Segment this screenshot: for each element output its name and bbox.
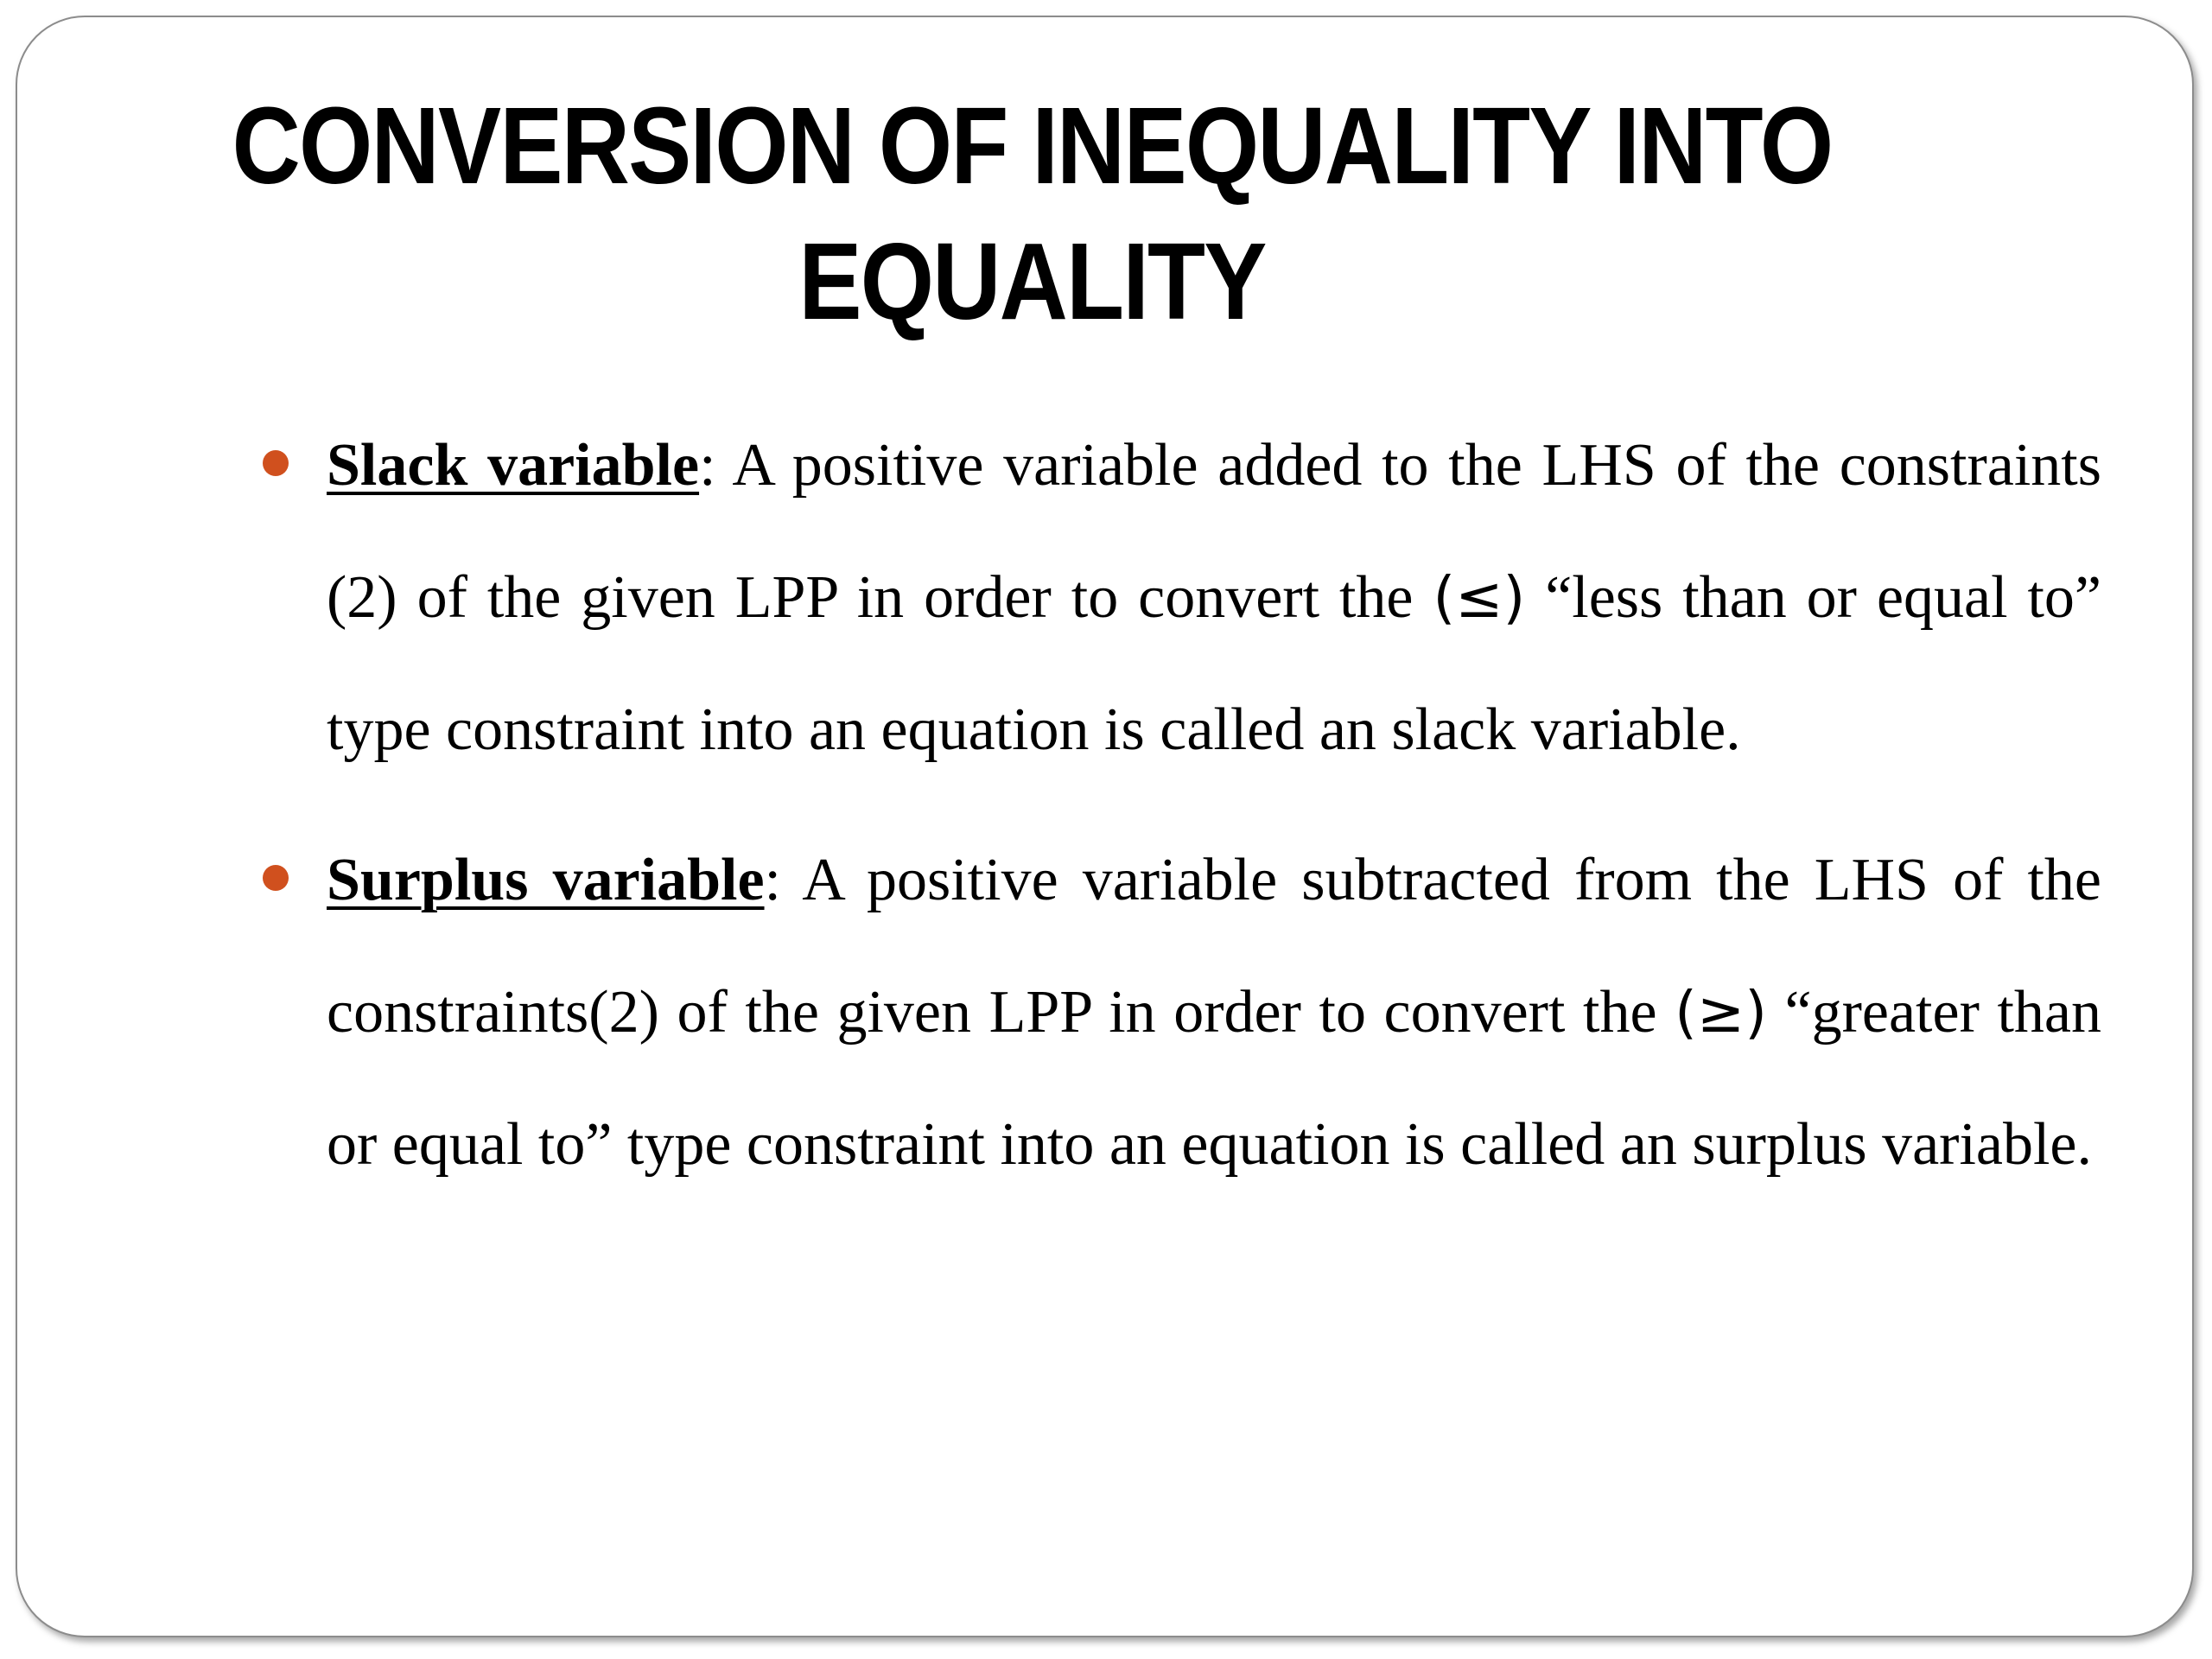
- bullet-item-surplus-variable: [327, 814, 2101, 1211]
- bullet-list: [327, 399, 2101, 1211]
- bullet-dot-icon: [263, 450, 289, 476]
- slide-title: [17, 78, 2047, 349]
- definition-text-part-2: “greater than or equal to” type constraint into an equation is called an surplus variable.: [327, 979, 2101, 1178]
- term-surplus-variable: Surplus variable: [327, 847, 765, 913]
- definition-text-part-1: : A positive variable added to the LHS of the constraints (2) of the given LPP in order to convert the: [327, 432, 2101, 631]
- bullet-dot-icon: [263, 865, 289, 891]
- bullet-item-slack-variable: [327, 399, 2101, 796]
- greater-than-or-equal-symbol: (≥): [1675, 979, 1767, 1046]
- title-line-2: EQUALITY: [798, 220, 1266, 342]
- less-than-or-equal-symbol: (≤): [1433, 564, 1526, 631]
- definition-text-part-2: “less than or equal to” type constraint into an equation is called an slack variable.: [327, 564, 2101, 763]
- title-line-1: CONVERSION OF INEQUALITY INTO: [232, 85, 1833, 207]
- definition-text-part-1: : A positive variable subtracted from the LHS of the constraints(2) of the given LPP in order to convert the: [327, 847, 2101, 1046]
- slide-frame: [16, 16, 2194, 1637]
- term-slack-variable: Slack variable: [327, 432, 700, 499]
